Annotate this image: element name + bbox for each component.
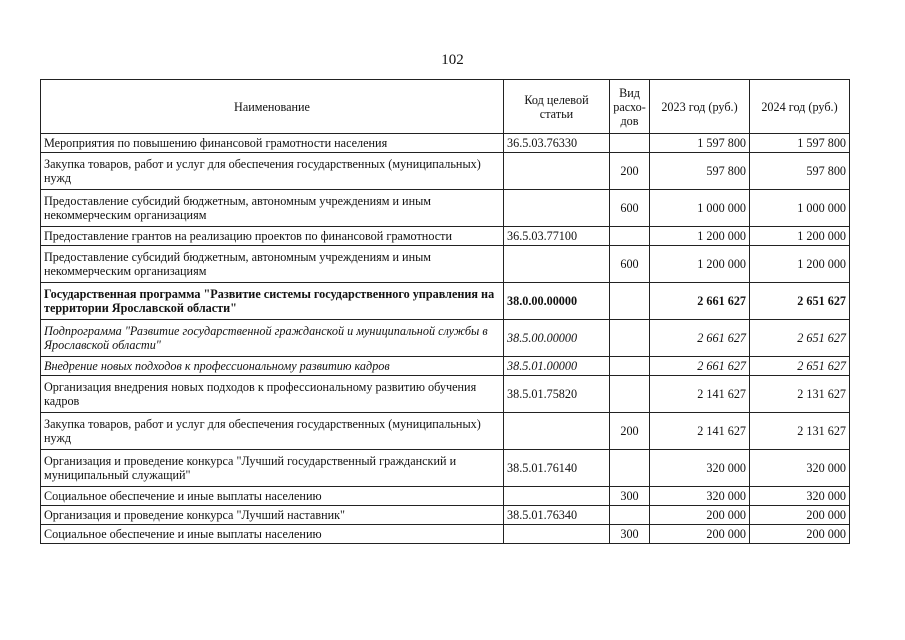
row-code — [504, 413, 610, 450]
table-header-row — [41, 80, 850, 134]
row-amount-2024: 320 000 — [750, 487, 850, 506]
table-row — [41, 134, 850, 153]
row-amount-2024: 2 651 627 — [750, 320, 850, 357]
row-code — [504, 246, 610, 283]
row-code — [504, 190, 610, 227]
row-name: Мероприятия по повышению финансовой грамотности населения — [41, 134, 504, 153]
row-amount-2024: 1 597 800 — [750, 134, 850, 153]
row-code: 38.5.00.00000 — [504, 320, 610, 357]
row-code: 36.5.03.77100 — [504, 227, 610, 246]
row-code: 38.0.00.00000 — [504, 283, 610, 320]
row-expense-type — [610, 376, 650, 413]
row-code: 38.5.01.00000 — [504, 357, 610, 376]
row-name: Внедрение новых подходов к профессиональному развитию кадров — [41, 357, 504, 376]
row-expense-type — [610, 283, 650, 320]
table-row — [41, 376, 850, 413]
row-expense-type: 600 — [610, 190, 650, 227]
row-amount-2023: 1 597 800 — [650, 134, 750, 153]
row-amount-2024: 1 200 000 — [750, 246, 850, 283]
row-code — [504, 487, 610, 506]
row-name: Государственная программа "Развитие системы государственного управления на территории Ярославской области" — [41, 283, 504, 320]
table-row — [41, 246, 850, 283]
row-amount-2023: 320 000 — [650, 450, 750, 487]
row-code: 36.5.03.76330 — [504, 134, 610, 153]
row-name: Организация и проведение конкурса "Лучший наставник" — [41, 506, 504, 525]
row-amount-2024: 2 131 627 — [750, 413, 850, 450]
row-amount-2024: 2 651 627 — [750, 357, 850, 376]
table-row — [41, 450, 850, 487]
row-expense-type: 300 — [610, 525, 650, 544]
row-expense-type — [610, 320, 650, 357]
header-year-2024: 2024 год (руб.) — [750, 80, 850, 134]
row-amount-2024: 597 800 — [750, 153, 850, 190]
row-amount-2024: 320 000 — [750, 450, 850, 487]
row-amount-2024: 200 000 — [750, 506, 850, 525]
row-amount-2023: 2 141 627 — [650, 376, 750, 413]
row-amount-2023: 1 200 000 — [650, 246, 750, 283]
row-amount-2023: 200 000 — [650, 525, 750, 544]
row-amount-2024: 2 131 627 — [750, 376, 850, 413]
header-name: Наименование — [41, 80, 504, 134]
row-amount-2023: 2 661 627 — [650, 283, 750, 320]
row-name: Социальное обеспечение и иные выплаты населению — [41, 525, 504, 544]
row-name: Социальное обеспечение и иные выплаты населению — [41, 487, 504, 506]
table-row — [41, 227, 850, 246]
row-amount-2024: 1 200 000 — [750, 227, 850, 246]
row-amount-2023: 200 000 — [650, 506, 750, 525]
table-row — [41, 487, 850, 506]
row-code: 38.5.01.76140 — [504, 450, 610, 487]
budget-table — [40, 79, 850, 544]
row-amount-2023: 597 800 — [650, 153, 750, 190]
row-expense-type — [610, 134, 650, 153]
table-row — [41, 320, 850, 357]
row-code: 38.5.01.75820 — [504, 376, 610, 413]
header-code: Код целевой статьи — [504, 80, 610, 134]
row-expense-type — [610, 450, 650, 487]
table-row — [41, 413, 850, 450]
table-row — [41, 506, 850, 525]
row-amount-2024: 1 000 000 — [750, 190, 850, 227]
row-amount-2023: 1 200 000 — [650, 227, 750, 246]
row-amount-2023: 320 000 — [650, 487, 750, 506]
row-code: 38.5.01.76340 — [504, 506, 610, 525]
row-amount-2023: 2 661 627 — [650, 320, 750, 357]
row-amount-2023: 1 000 000 — [650, 190, 750, 227]
row-code — [504, 525, 610, 544]
header-year-2023: 2023 год (руб.) — [650, 80, 750, 134]
row-name: Закупка товаров, работ и услуг для обеспечения государственных (муниципальных) нужд — [41, 153, 504, 190]
row-amount-2024: 200 000 — [750, 525, 850, 544]
row-expense-type: 600 — [610, 246, 650, 283]
row-amount-2024: 2 651 627 — [750, 283, 850, 320]
row-name: Организация внедрения новых подходов к профессиональному развитию обучения кадров — [41, 376, 504, 413]
row-name: Закупка товаров, работ и услуг для обеспечения государственных (муниципальных) нужд — [41, 413, 504, 450]
row-expense-type: 200 — [610, 153, 650, 190]
row-expense-type: 300 — [610, 487, 650, 506]
row-name: Предоставление грантов на реализацию проектов по финансовой грамотности — [41, 227, 504, 246]
row-code — [504, 153, 610, 190]
row-name: Подпрограмма "Развитие государственной гражданской и муниципальной службы в Ярославской области" — [41, 320, 504, 357]
page-number: 102 — [441, 52, 464, 68]
table-row — [41, 357, 850, 376]
table-row — [41, 525, 850, 544]
row-expense-type — [610, 357, 650, 376]
row-amount-2023: 2 661 627 — [650, 357, 750, 376]
row-expense-type — [610, 227, 650, 246]
row-name: Предоставление субсидий бюджетным, автономным учреждениям и иным некоммерческим организациям — [41, 190, 504, 227]
row-name: Организация и проведение конкурса "Лучший государственный гражданский и муниципальный служащий" — [41, 450, 504, 487]
row-expense-type: 200 — [610, 413, 650, 450]
table-row — [41, 190, 850, 227]
header-expense-type: Вид расхо-дов — [610, 80, 650, 134]
table-row — [41, 153, 850, 190]
table-row — [41, 283, 850, 320]
row-expense-type — [610, 506, 650, 525]
row-name: Предоставление субсидий бюджетным, автономным учреждениям и иным некоммерческим организациям — [41, 246, 504, 283]
row-amount-2023: 2 141 627 — [650, 413, 750, 450]
